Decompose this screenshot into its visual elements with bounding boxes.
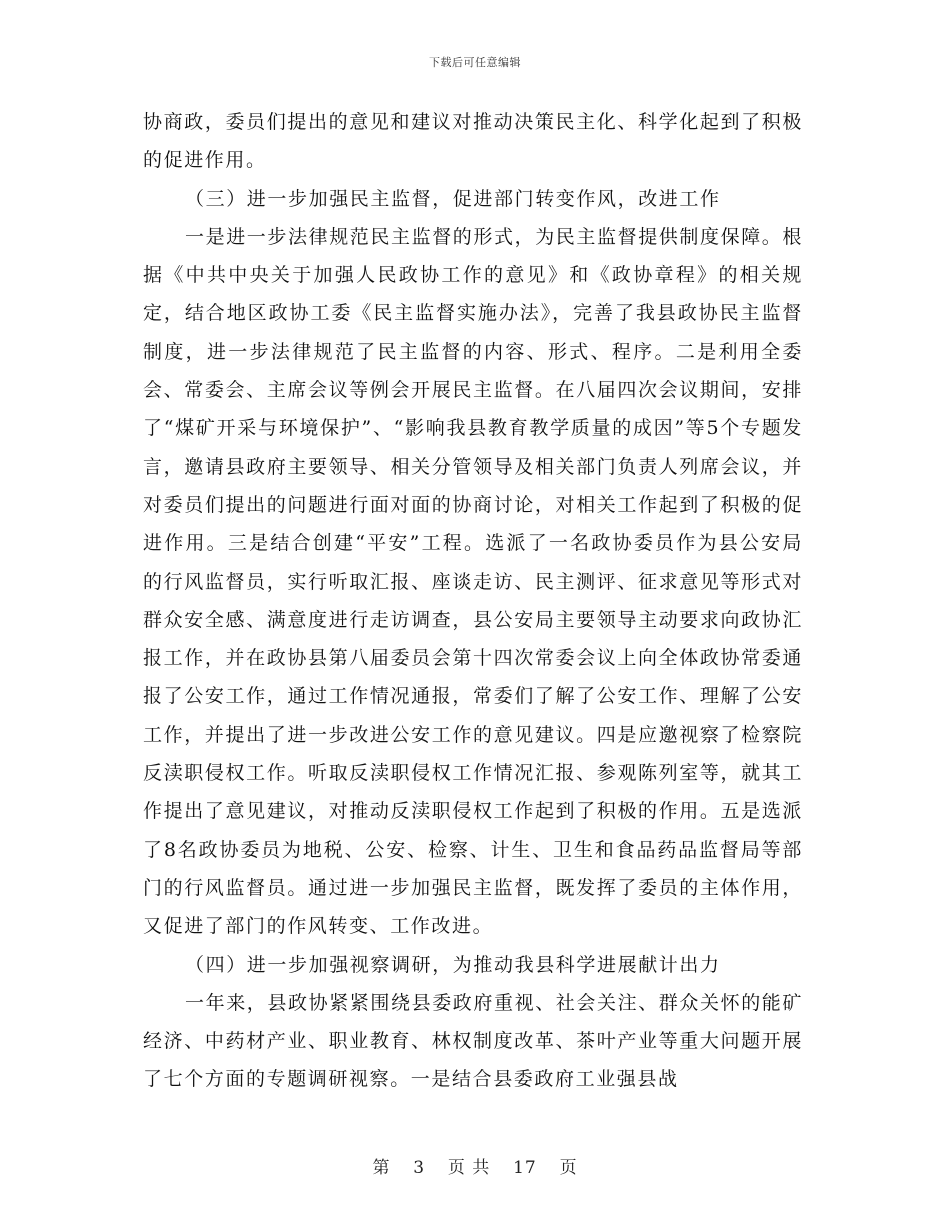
footer-middle: 页 共 <box>447 1158 491 1178</box>
footer-current-page: 3 <box>413 1158 426 1178</box>
paragraph-research: 一年来，县政协紧紧围绕县委政府重视、社会关注、群众关怀的能矿经济、中药材产业、职业教育、林权制度改革、茶叶产业等重大问题开展了七个方面的专题调研视察。一是结合县委政府工业强县战 <box>143 991 804 1091</box>
section-heading-3: （三）进一步加强民主监督，促进部门转变作风，改进工作 <box>185 187 721 210</box>
section-heading-4: （四）进一步加强视察调研，为推动我县科学进展献计出力 <box>185 953 721 976</box>
page-footer <box>0 1153 950 1178</box>
footer-total-pages: 17 <box>513 1158 537 1178</box>
paragraph-supervision: 一是进一步法律规范民主监督的形式，为民主监督提供制度保障。根据《中共中央关于加强人民政协工作的意见》和《政协章程》的相关规定，结合地区政协工委《民主监督实施办法》，完善了我县政协民主监督制度，进一步法律规范了民主监督的内容、形式、程序。二是利用全委会、常委会、主席会议等例会开展民主监督。在八届四次会议期间，安排了“煤矿开采与环境保护”、“影响我县教育教学质量的成因”等5个专题发言，邀请县政府主要领导、相关分管领导及相关部门负责人列席会议，并对委员们提出的问题进行面对面的协商讨论，对相关工作起到了积极的促进作用。三是结合创建“平安”工程。选派了一名政协委员作为县公安局的行风监督员，实行听取汇报、座谈走访、民主测评、征求意见等形式对群众安全感、满意度进行走访调查，县公安局主要领导主动要求向政协汇报工作，并在政协县第八届委员会第十四次常委会议上向全体政协常委通报了公安工作，通过工作情况通报，常委们了解了公安工作、理解了公安工作，并提出了进一步改进公安工作的意见建议。四是应邀视察了检察院反渎职侵权工作。听取反渎职侵权工作情况汇报、参观陈列室等，就其工作提出了意见建议，对推动反渎职侵权工作起到了积极的作用。五是选派了8名政协委员为地税、公安、检察、计生、卫生和食品药品监督局等部门的行风监督员。通过进一步加强民主监督，既发挥了委员的主体作用，又促进了部门的作风转变、工作改进。 <box>143 225 804 938</box>
paragraph-continuation: 协商政，委员们提出的意见和建议对推动决策民主化、科学化起到了积极的促进作用。 <box>143 111 803 172</box>
document-body <box>143 103 803 1099</box>
footer-suffix: 页 <box>559 1158 578 1178</box>
page-header: 下载后可任意编辑 <box>429 56 521 69</box>
footer-prefix: 第 <box>372 1158 391 1178</box>
